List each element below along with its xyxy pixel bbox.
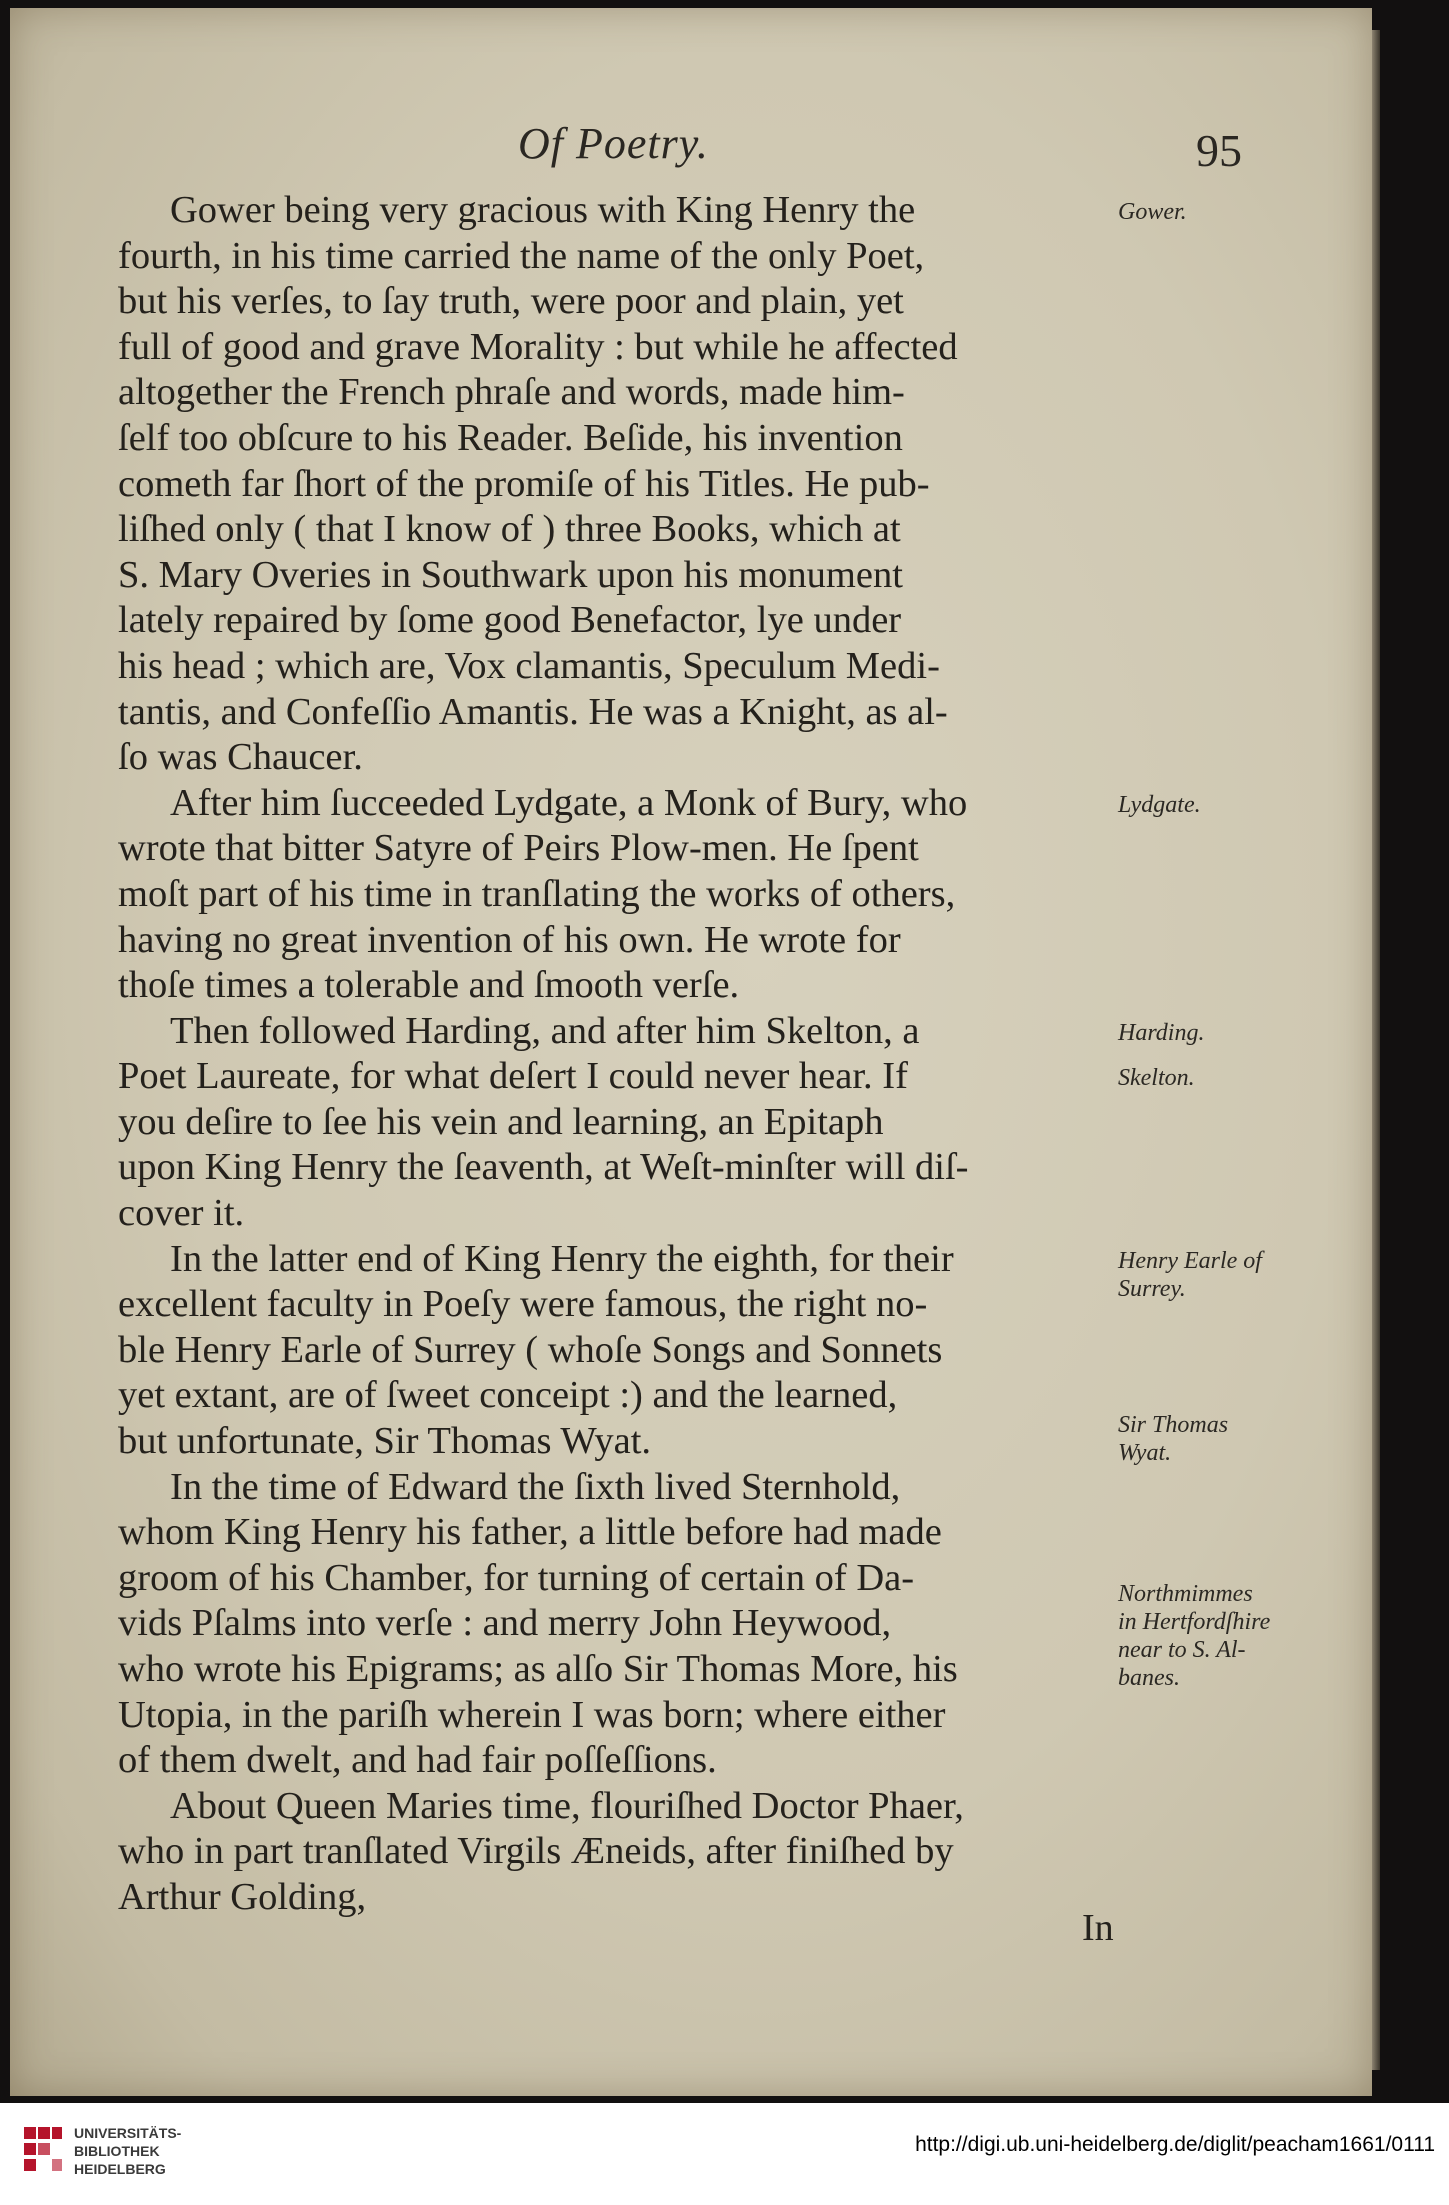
margin-note-line: Surrey. <box>1118 1275 1186 1302</box>
margin-note <box>1118 1580 1270 1692</box>
text-line: of them dwelt, and had fair poſſeſſions. <box>118 1739 717 1782</box>
text-line: his head ; which are, Vox clamantis, Speculum Medi- <box>118 644 940 687</box>
margin-note <box>1118 1411 1228 1467</box>
text-line: In the time of Edward the ſixth lived Sternhold, <box>170 1465 901 1508</box>
text-line: but unfortunate, Sir Thomas Wyat. <box>118 1420 652 1463</box>
margin-note-line: in Hertfordſhire <box>1118 1608 1271 1635</box>
margin-note-line: Gower. <box>1118 199 1187 225</box>
logo-text-line: BIBLIOTHEK <box>74 2143 160 2159</box>
text-line: tantis, and Confeſſio Amantis. He was a Knight, as al- <box>118 690 948 733</box>
library-logo[interactable] <box>22 2117 182 2187</box>
logo-text-line: HEIDELBERG <box>74 2161 166 2177</box>
text-line: liſhed only ( that I know of ) three Books, which at <box>118 508 901 551</box>
footer-bar <box>0 2103 1449 2205</box>
margin-note-line: Sir Thomas <box>1118 1411 1229 1438</box>
text-line: vids Pſalms into verſe : and merry John Heywood, <box>118 1602 892 1645</box>
margin-note-line: Wyat. <box>1118 1439 1172 1466</box>
text-line: Utopia, in the pariſh wherein I was born; where either <box>118 1693 946 1736</box>
margin-note-line: Harding. <box>1118 1019 1205 1046</box>
margin-note-line: Skelton. <box>1118 1065 1195 1092</box>
margin-note-line: banes. <box>1118 1664 1180 1691</box>
text-line: cometh far ſhort of the promiſe of his Titles. He pub- <box>118 462 930 505</box>
text-line: whom King Henry his father, a little before had made <box>118 1511 942 1554</box>
text-line: S. Mary Overies in Southwark upon his monument <box>118 553 903 596</box>
body-text <box>118 188 1108 1921</box>
margin-note <box>1118 1247 1262 1303</box>
library-emblem-icon <box>22 2123 64 2181</box>
logo-text-line: UNIVERSITÄTS- <box>74 2125 182 2141</box>
margin-note-line: near to S. Al- <box>1118 1636 1246 1663</box>
text-line: having no great invention of his own. He wrote for <box>118 918 901 961</box>
text-line: yet extant, are of ſweet conceipt :) and the learned, <box>118 1374 898 1417</box>
source-url-link[interactable]: http://digi.ub.uni-heidelberg.de/diglit/peacham1661/0111 <box>915 2133 1435 2156</box>
text-line: ſelf too obſcure to his Reader. Beſide, his invention <box>118 416 903 459</box>
text-line: moſt part of his time in tranſlating the works of others, <box>118 872 956 915</box>
page-title: Of Poetry. <box>518 119 709 168</box>
text-line: ſo was Chaucer. <box>118 736 363 779</box>
text-line: Arthur Golding, <box>118 1875 367 1918</box>
text-line: In the latter end of King Henry the eighth, for their <box>170 1237 954 1280</box>
margin-note <box>1118 1064 1195 1092</box>
text-line: altogether the French phraſe and words, made him- <box>118 371 905 414</box>
book-page <box>10 8 1372 2096</box>
text-line: lately repaired by ſome good Benefactor, lye under <box>118 599 902 642</box>
text-line: full of good and grave Morality : but while he affected <box>118 325 958 368</box>
text-line: Poet Laureate, for what deſert I could never hear. If <box>118 1055 908 1098</box>
margin-note-line: Lydgate. <box>1118 791 1201 818</box>
text-line: cover it. <box>118 1192 245 1235</box>
margin-note <box>1118 791 1201 819</box>
text-line: ble Henry Earle of Surrey ( whoſe Songs and Sonnets <box>118 1328 943 1371</box>
text-line: but his verſes, to ſay truth, were poor and plain, yet <box>118 280 904 323</box>
text-line: Gower being very gracious with King Henry the <box>170 189 916 231</box>
text-line: upon King Henry the ſeaventh, at Weſt-minſter will diſ- <box>118 1146 969 1189</box>
page-edge <box>1372 30 1380 2070</box>
text-line: groom of his Chamber, for turning of certain of Da- <box>118 1556 915 1599</box>
text-line: fourth, in his time carried the name of the only Poet, <box>118 234 925 277</box>
running-head <box>10 118 1372 188</box>
text-line: excellent faculty in Poeſy were famous, the right no- <box>118 1283 928 1326</box>
text-line: About Queen Maries time, flouriſhed Doctor Phaer, <box>170 1784 964 1827</box>
text-line: After him ſucceeded Lydgate, a Monk of Bury, who <box>170 781 968 824</box>
catchword: In <box>1082 1907 1114 1949</box>
text-line: who in part tranſlated Virgils Æneids, after finiſhed by <box>118 1830 954 1873</box>
margin-note <box>1118 1019 1204 1047</box>
margin-note-line: Northmimmes <box>1118 1580 1253 1607</box>
text-line: Then followed Harding, and after him Skelton, a <box>170 1009 920 1052</box>
text-line: wrote that bitter Satyre of Peirs Plow-men. He ſpent <box>118 827 919 870</box>
page-number: 95 <box>1196 125 1242 176</box>
margin-note-line: Henry Earle of <box>1118 1247 1262 1274</box>
margin-note <box>1118 198 1187 226</box>
text-line: thoſe times a tolerable and ſmooth verſe. <box>118 964 740 1007</box>
text-line: who wrote his Epigrams; as alſo Sir Thomas More, his <box>118 1648 958 1690</box>
text-line: you deſire to ſee his vein and learning, an Epitaph <box>118 1100 884 1143</box>
